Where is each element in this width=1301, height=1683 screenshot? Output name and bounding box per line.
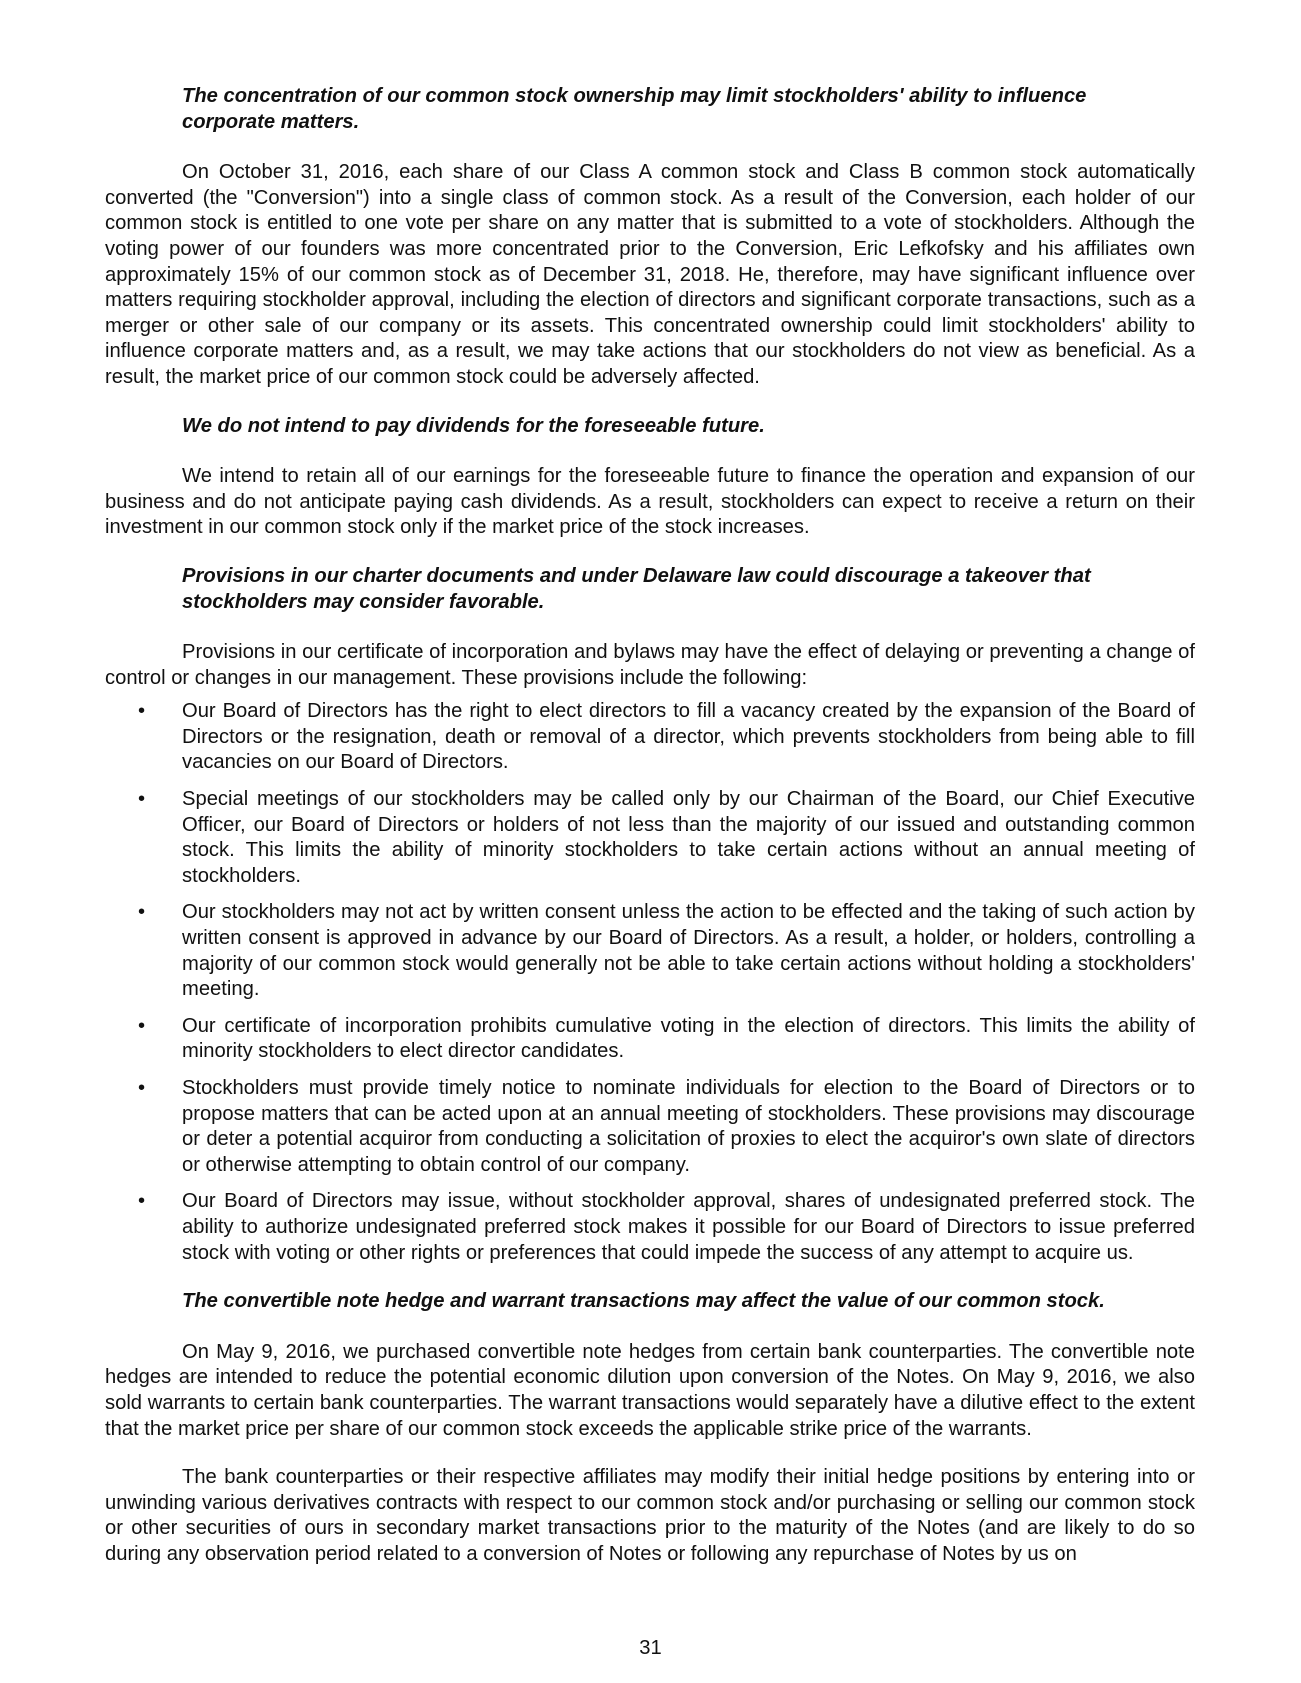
paragraph-note-hedges: On May 9, 2016, we purchased convertible note hedges from certain bank counterparties. The convertible note hedges are intended to reduce the potential economic dilution upon conversion of the Notes. On May 9, 2016, we also sold warrants to certain bank counterparties. The warrant transactions would separately have a dilutive effect to the extent that the market price per share of our common stock exceeds the applicable strike price of the warrants. xyxy=(105,1340,1195,1440)
list-item-text: Special meetings of our stockholders may be called only by our Chairman of the Board, our Chief Executive Officer, our Board of Directors or holders of not less than the majority of our issued and outstanding common stock. This limits the ability of minority stockholders to take certain actions without an annual meeting of stockholders. xyxy=(182,788,1195,887)
bullet-marker: • xyxy=(138,788,146,811)
list-item xyxy=(105,1014,1195,1065)
paragraph-dividends: We intend to retain all of our earnings for the foreseeable future to finance the operation and expansion of our business and do not anticipate paying cash dividends. As a result, stockholders can expect to receive a return on their investment in our common stock only if the market price of the stock increases. xyxy=(105,465,1195,539)
list-item-text: Our stockholders may not act by written consent unless the action to be effected and the taking of such action by written consent is approved in advance by our Board of Directors. As a result, a holder, or holders, controlling a majority of our common stock would generally not be able to take certain actions without holding a stockholders' meeting. xyxy=(182,901,1195,1001)
page-number: 31 xyxy=(639,1637,662,1659)
section-heading-charter-provisions: Provisions in our charter documents and under Delaware law could discourage a takeover that stockholders may consider favorable. xyxy=(182,564,1091,613)
paragraph-conversion: On October 31, 2016, each share of our Class A common stock and Class B common stock automatically converted (the "Conversion") into a single class of common stock. As a result of the Conversion, each holder of our common stock is entitled to one vote per share on any matter that is submitted to a vote of stockholders. Although the voting power of our founders was more concentrated prior to the Conversion, Eric Lefkofsky and his affiliates own approximately 15% of our common stock as of December 31, 2018. He, therefore, may have significant influence over matters requiring stockholder approval, including the election of directors and significant corporate transactions, such as a merger or other sale of our company or its assets. This concentrated ownership could limit stockholders' ability to influence corporate matters and, as a result, we may take actions that our stockholders do not view as beneficial. As a result, the market price of our common stock could be adversely affected. xyxy=(105,161,1195,388)
section-heading-note-hedge: The convertible note hedge and warrant transactions may affect the value of our common stock. xyxy=(182,1290,1105,1313)
bullet-marker: • xyxy=(138,901,146,924)
bullet-marker: • xyxy=(138,1190,146,1213)
paragraph-bank-counterparties: The bank counterparties or their respective affiliates may modify their initial hedge positions by entering into or unwinding various derivatives contracts with respect to our common stock and/or purchasing or selling our common stock or other securities of ours in secondary market transactions prior to the maturity of the Notes (and are likely to do so during any observation period related to a conversion of Notes or following any repurchase of Notes by us on xyxy=(105,1466,1195,1565)
bullet-marker: • xyxy=(138,700,146,723)
bullet-marker: • xyxy=(138,1077,146,1099)
provisions-list xyxy=(105,699,1195,1266)
list-item-text: Our certificate of incorporation prohibits cumulative voting in the election of directors. This limits the ability of minority stockholders to elect director candidates. xyxy=(182,1014,1195,1063)
list-item-text: Stockholders must provide timely notice to nominate individuals for election to the Board of Directors or to propose matters that can be acted upon at an annual meeting of stockholders. These provisions may discourage or deter a potential acquiror from conducting a solicitation of proxies to elect the acquiror's own slate of directors or otherwise attempting to obtain control of our company. xyxy=(182,1077,1195,1176)
list-item xyxy=(105,699,1195,776)
list-item-text: Our Board of Directors has the right to elect directors to fill a vacancy created by the expansion of the Board of Directors or the resignation, death or removal of a director, which prevents stockholders from being able to fill vacancies on our Board of Directors. xyxy=(182,700,1195,774)
list-item xyxy=(105,1076,1195,1178)
document-page xyxy=(105,84,1195,1591)
list-item xyxy=(105,900,1195,1002)
list-item xyxy=(105,787,1195,889)
section-heading-dividends: We do not intend to pay dividends for the foreseeable future. xyxy=(182,414,765,437)
bullet-marker: • xyxy=(138,1014,146,1037)
list-item xyxy=(105,1189,1195,1266)
list-item-text: Our Board of Directors may issue, without stockholder approval, shares of undesignated preferred stock. The ability to authorize undesignated preferred stock makes it possible for our Board of Directors to issue preferred stock with voting or other rights or preferences that could impede the success of any attempt to acquire us. xyxy=(182,1190,1195,1264)
paragraph-provisions-intro: Provisions in our certificate of incorporation and bylaws may have the effect of delaying or preventing a change of control or changes in our management. These provisions include the following: xyxy=(105,641,1195,689)
section-heading-ownership-concentration: The concentration of our common stock ownership may limit stockholders' ability to influence corporate matters. xyxy=(182,85,1087,133)
